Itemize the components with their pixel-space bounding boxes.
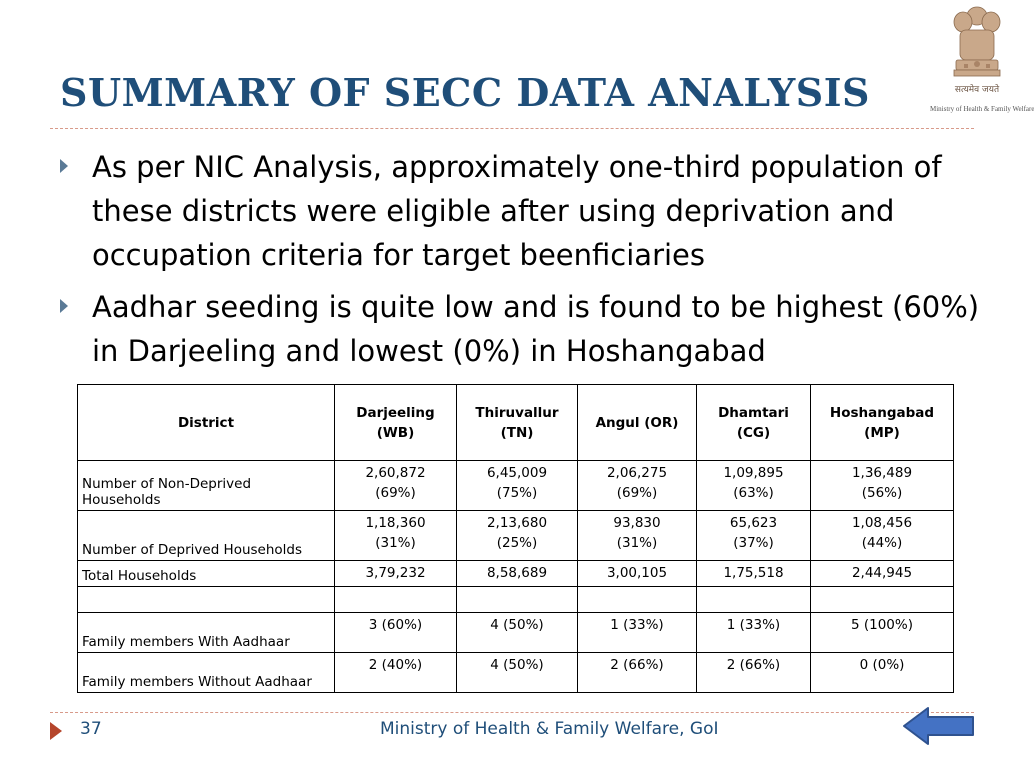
bullet-item — [60, 145, 980, 277]
table-cell — [697, 587, 811, 613]
table-row — [78, 511, 954, 561]
table-cell: 1 (33%) — [697, 613, 811, 653]
table-row — [78, 461, 954, 511]
row-label: Number of Non-Deprived Households — [78, 461, 335, 511]
column-header: Angul (OR) — [578, 385, 697, 461]
table-cell: 2,44,945 — [811, 561, 954, 587]
table-cell: 2,13,680 (25%) — [457, 511, 578, 561]
table-row — [78, 653, 954, 693]
table-cell: 65,623 (37%) — [697, 511, 811, 561]
table-cell: 6,45,009 (75%) — [457, 461, 578, 511]
column-header: Dhamtari (CG) — [697, 385, 811, 461]
table-cell — [578, 587, 697, 613]
table-cell: 2 (66%) — [578, 653, 697, 693]
table-cell: 0 (0%) — [811, 653, 954, 693]
table-cell: 1,36,489 (56%) — [811, 461, 954, 511]
title-divider — [50, 128, 974, 129]
row-label: Family members With Aadhaar — [78, 613, 335, 653]
footer-text: Ministry of Health & Family Welfare, GoI — [380, 719, 719, 739]
bullet-list — [60, 145, 980, 373]
table-cell: 2,06,275 (69%) — [578, 461, 697, 511]
table-cell: 3,79,232 — [335, 561, 457, 587]
triangle-bullet-icon — [60, 299, 68, 313]
column-header-district: District — [78, 385, 335, 461]
triangle-bullet-icon — [60, 159, 68, 173]
column-header: Darjeeling (WB) — [335, 385, 457, 461]
svg-text:सत्यमेव जयते: सत्यमेव जयते — [954, 85, 1000, 95]
bullet-text: As per NIC Analysis, approximately one-third population of these districts were eligible after using deprivation and occupation criteria for target beenficiaries — [92, 150, 942, 272]
table-cell: 1,18,360 (31%) — [335, 511, 457, 561]
table-cell: 2 (40%) — [335, 653, 457, 693]
row-label: Total Households — [78, 561, 335, 587]
footer-divider — [50, 712, 974, 713]
table-cell: 4 (50%) — [457, 653, 578, 693]
row-label: Family members Without Aadhaar — [78, 653, 335, 693]
bullet-text: Aadhar seeding is quite low and is found to be highest (60%) in Darjeeling and lowest (0%) in Hoshangabad — [92, 290, 980, 368]
table-cell — [811, 587, 954, 613]
table-cell: 5 (100%) — [811, 613, 954, 653]
table-cell: 1,09,895 (63%) — [697, 461, 811, 511]
table-cell: 2 (66%) — [697, 653, 811, 693]
column-header: Thiruvallur (TN) — [457, 385, 578, 461]
table-cell: 8,58,689 — [457, 561, 578, 587]
table-cell: 1,08,456 (44%) — [811, 511, 954, 561]
page-number: 37 — [80, 719, 102, 739]
table-cell — [335, 587, 457, 613]
table-header-row — [78, 385, 954, 461]
table-cell: 3,00,105 — [578, 561, 697, 587]
slide-title: SUMMARY OF SECC DATA ANALYSIS — [60, 70, 870, 115]
bullet-item — [60, 285, 980, 373]
table-row-empty — [78, 587, 954, 613]
row-label — [78, 587, 335, 613]
secc-data-table — [77, 384, 954, 693]
table-cell — [457, 587, 578, 613]
table-cell: 1 (33%) — [578, 613, 697, 653]
table-row — [78, 561, 954, 587]
table-cell: 3 (60%) — [335, 613, 457, 653]
row-label: Number of Deprived Households — [78, 511, 335, 561]
table-cell: 1,75,518 — [697, 561, 811, 587]
column-header: Hoshangabad (MP) — [811, 385, 954, 461]
triangle-marker-icon — [50, 722, 62, 740]
table-row — [78, 613, 954, 653]
table-cell: 93,830 (31%) — [578, 511, 697, 561]
back-arrow-icon[interactable] — [902, 705, 976, 747]
emblem-caption: Ministry of Health & Family Welfare — [930, 105, 1034, 113]
table-cell: 4 (50%) — [457, 613, 578, 653]
national-emblem-icon — [930, 2, 1034, 120]
table-cell: 2,60,872 (69%) — [335, 461, 457, 511]
